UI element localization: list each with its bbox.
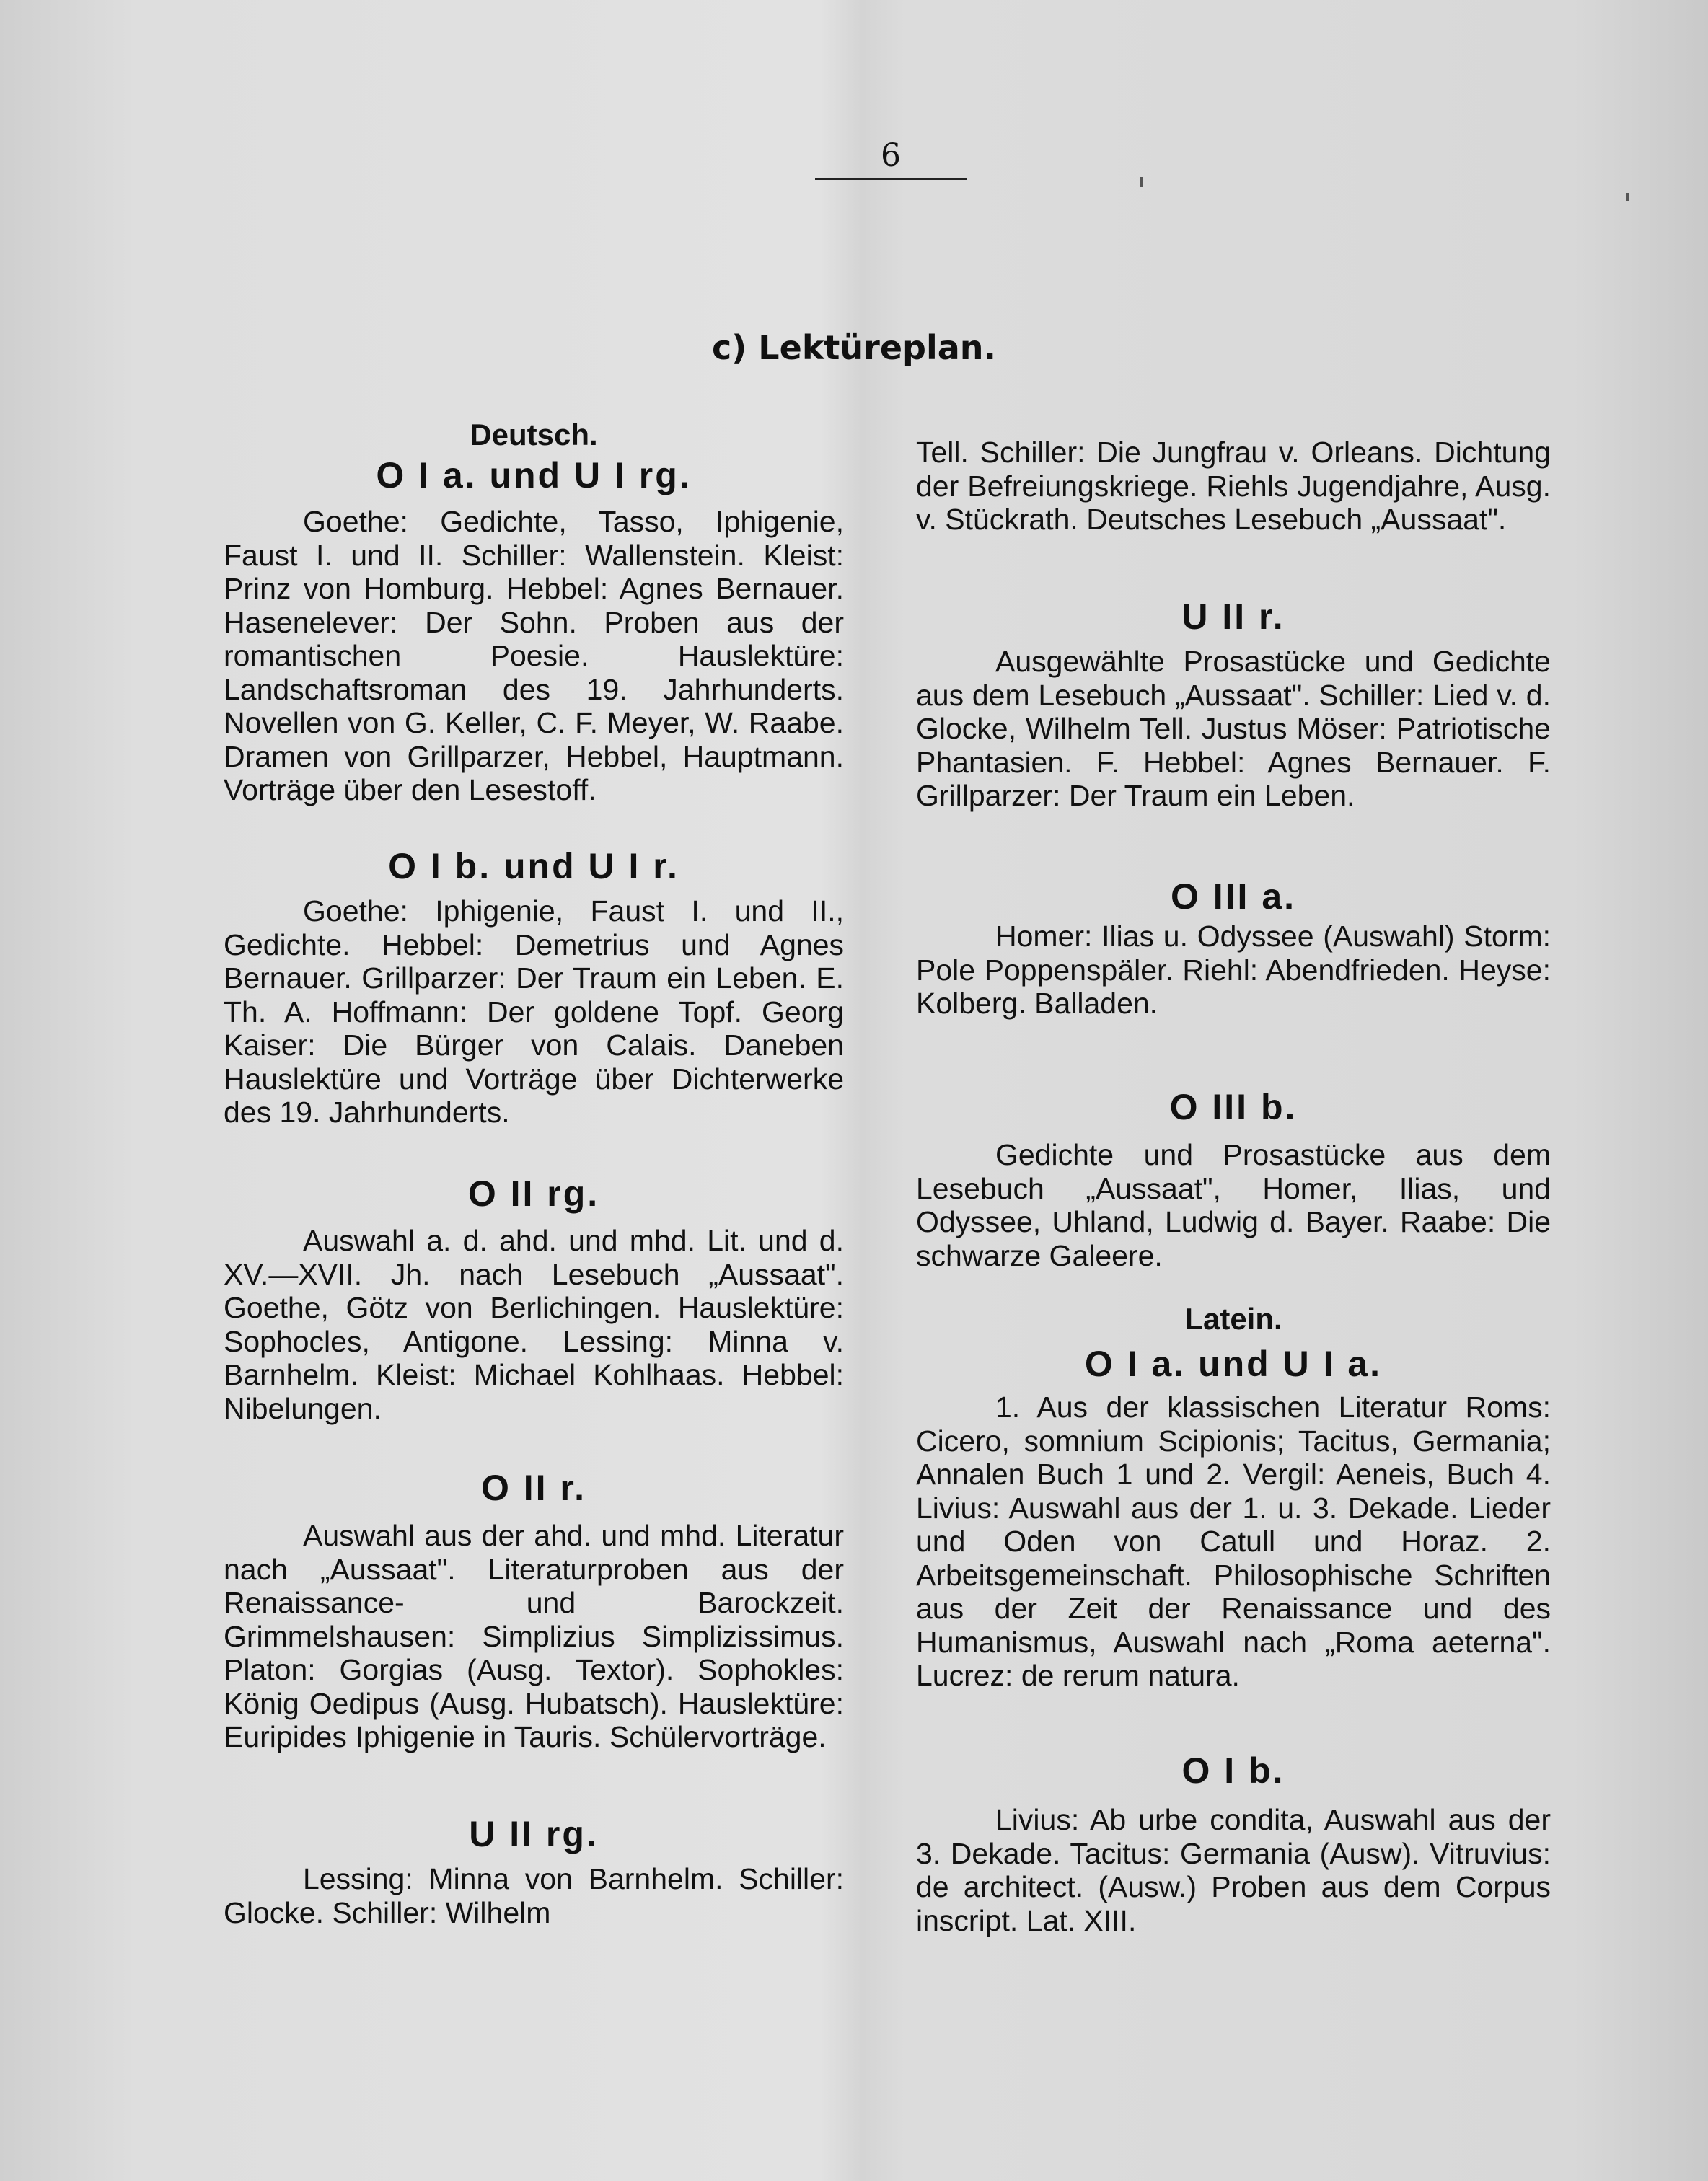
course-heading: O III a. bbox=[1170, 876, 1297, 917]
reading-list-paragraph: 1. Aus der klassischen Literatur Roms: Cicero, somnium Scipionis; Tacitus, Germania; Annalen Buch 1 und 2. Vergil: Aeneis, Buch 4. Livius: Auswahl aus der 1. u. 3. Dekade. Lieder und Oden von Catull und Horaz. 2. Arbeitsgemeinschaft. Philosophische Schriften aus der Zeit der Renaissance und des Humanismus, Auswahl nach „Roma aeterna". Lucrez: de rerum natura. bbox=[916, 1391, 1551, 1692]
course-heading: O I a. und U I a. bbox=[1084, 1344, 1383, 1384]
subject-heading-deutsch: Deutsch. bbox=[470, 418, 598, 451]
course-heading: U II r. bbox=[1181, 596, 1285, 637]
course-heading: O III b. bbox=[1169, 1087, 1298, 1127]
course-heading: O II rg. bbox=[467, 1173, 600, 1214]
course-heading: O I b. bbox=[1181, 1750, 1285, 1791]
reading-list-paragraph: Tell. Schiller: Die Jungfrau v. Orleans. Dichtung der Befreiungskriege. Riehls Jugendjahre, Ausg. v. Stückrath. Deutsches Lesebuch „Aussaat". bbox=[916, 436, 1551, 536]
reading-list-paragraph: Lessing: Minna von Barnhelm. Schiller: Glocke. Schiller: Wilhelm bbox=[224, 1862, 844, 1929]
subject-heading-latein: Latein. bbox=[1184, 1302, 1282, 1336]
course-heading: O II r. bbox=[480, 1468, 587, 1508]
reading-list-paragraph: Gedichte und Prosastücke aus dem Lesebuch „Aussaat", Homer, Ilias, und Odyssee, Uhland, Ludwig d. Bayer. Raabe: Die schwarze Galeere. bbox=[916, 1138, 1551, 1272]
reading-list-paragraph: Goethe: Iphigenie, Faust I. und II., Gedichte. Hebbel: Demetrius und Agnes Bernauer. Grillparzer: Der Traum ein Leben. E. Th. A. Hoffmann: Der goldene Topf. Georg Kaiser: Die Bürger von Calais. Daneben Hauslektüre und Vorträge über Dichterwerke des 19. Jahrhunderts. bbox=[224, 894, 844, 1129]
course-heading: O I a. und U I rg. bbox=[376, 455, 692, 495]
reading-list-paragraph: Ausgewählte Prosastücke und Gedichte aus dem Lesebuch „Aussaat". Schiller: Lied v. d. Glocke, Wilhelm Tell. Justus Möser: Patriotische Phantasien. F. Hebbel: Agnes Bernauer. F. Grillparzer: Der Traum ein Leben. bbox=[916, 645, 1551, 812]
reading-list-paragraph: Auswahl aus der ahd. und mhd. Literatur nach „Aussaat". Literaturproben aus der Renaissance- und Barockzeit. Grimmelshausen: Simplizius Simplizissimus. Platon: Gorgias (Ausg. Textor). Sophokles: König Oedipus (Ausg. Hubatsch). Hauslektüre: Euripides Iphigenie in Tauris. Schülervorträge. bbox=[224, 1519, 844, 1753]
course-heading: O I b. und U I r. bbox=[388, 846, 679, 886]
scan-speck bbox=[1140, 177, 1143, 187]
course-heading: U II rg. bbox=[469, 1814, 599, 1854]
scan-speck bbox=[1626, 193, 1629, 201]
reading-list-paragraph: Livius: Ab urbe condita, Auswahl aus der 3. Dekade. Tacitus: Germania (Ausw). Vitruvius: de architect. (Ausw.) Proben aus dem Corpus inscript. Lat. XIII. bbox=[916, 1803, 1551, 1937]
reading-list-paragraph: Homer: Ilias u. Odyssee (Auswahl) Storm: Pole Poppenspäler. Riehl: Abendfrieden. Heyse: Kolberg. Balladen. bbox=[916, 920, 1551, 1020]
page-number: 6 bbox=[815, 137, 967, 180]
reading-list-paragraph: Auswahl a. d. ahd. und mhd. Lit. und d. XV.—XVII. Jh. nach Lesebuch „Aussaat". Goethe, Götz von Berlichingen. Hauslektüre: Sophocles, Antigone. Lessing: Minna v. Barnhelm. Kleist: Michael Kohlhaas. Hebbel: Nibelungen. bbox=[224, 1224, 844, 1425]
section-title: c) Lektüreplan. bbox=[712, 328, 996, 367]
reading-list-paragraph: Goethe: Gedichte, Tasso, Iphigenie, Faust I. und II. Schiller: Wallenstein. Kleist: Prinz von Homburg. Hebbel: Agnes Bernauer. Hasenelever: Der Sohn. Proben aus der romantischen Poesie. Hauslektüre: Landschaftsroman des 19. Jahrhunderts. Novellen von G. Keller, C. F. Meyer, W. Raabe. Dramen von Grillparzer, Hebbel, Hauptmann. Vorträge über den Lesestoff. bbox=[224, 505, 844, 806]
